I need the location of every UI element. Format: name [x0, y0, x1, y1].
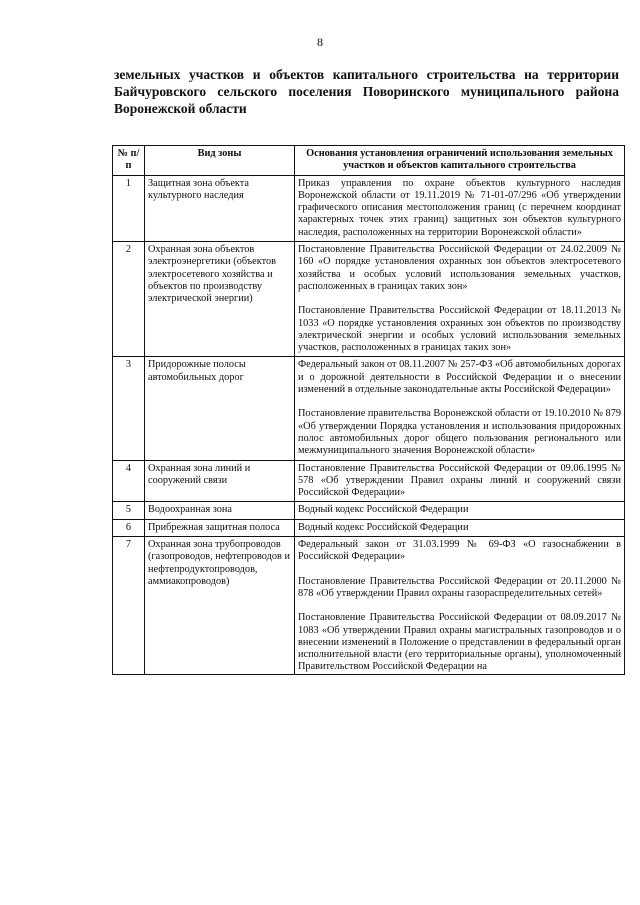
basis-paragraph: Постановление Правительства Российской Федерации от 18.11.2013 № 1033 «О порядке установления охранных зон объектов по производству электрической энергии и особых условий использования земельных участков, расположенных в границах таких зон»: [298, 305, 621, 354]
section-heading: земельных участков и объектов капитального строительства на территории Байчуровского сельского поселения Поворинского муниципального района Воронежской области: [114, 67, 619, 116]
row-zone: Защитная зона объекта культурного наследия: [145, 175, 295, 241]
row-num: 5: [113, 502, 145, 519]
header-basis: Основания установления ограничений использования земельных участков и объектов капитального строительства: [295, 146, 625, 176]
basis-paragraph: Постановление Правительства Российской Федерации от 08.09.2017 № 1083 «Об утверждении Правил охраны магистральных газопроводов и о внесении изменений в Положение о представлении в федеральный орган исполнительной власти (его территориальные органы), уполномоченный Правительством Российской Федерации на: [298, 612, 621, 673]
row-basis: [295, 460, 625, 502]
row-num: 4: [113, 460, 145, 502]
basis-paragraph: Постановление Правительства Российской Федерации от 24.02.2009 № 160 «О порядке установления охранных зон объектов электросетевого хозяйства и особых условий использования земельных участков, расположенных в границах таких зон»: [298, 244, 621, 292]
row-num: 1: [113, 175, 145, 241]
page-number: 8: [317, 35, 323, 49]
header-num: № п/п: [113, 146, 145, 176]
row-num: 2: [113, 242, 145, 357]
row-zone: Придорожные полосы автомобильных дорог: [145, 357, 295, 460]
basis-paragraph: Постановление Правительства Российской Федерации от 20.11.2000 № 878 «Об утверждении Правил охраны газораспределительных сетей»: [298, 575, 621, 599]
basis-paragraph: Водный кодекс Российской Федерации: [298, 521, 469, 533]
row-zone: Охранная зона объектов электроэнергетики (объектов электросетевого хозяйства и объектов по производству электрической энергии): [145, 242, 295, 357]
basis-paragraph: Приказ управления по охране объектов культурного наследия Воронежской области от 19.11.2019 № 71-01-07/296 «Об утверждении графического описания местоположения границ (с перечнем координат характерных точек этих границ) защитных зон объектов культурного наследия, расположенных на территории Воронежской области»: [298, 177, 621, 238]
table-header-row: [113, 146, 625, 176]
row-num: 7: [113, 537, 145, 675]
row-zone: Охранная зона линий и сооружений связи: [145, 460, 295, 502]
table-row: [113, 519, 625, 536]
row-basis: [295, 357, 625, 460]
basis-paragraph: Постановление правительства Воронежской области от 19.10.2010 № 879 «Об утверждении Порядка установления и использования придорожных полос автомобильных дорог общего пользования регионального или межмуниципального значения Воронежской области»: [298, 408, 621, 457]
row-basis: [295, 242, 625, 357]
table-row: [113, 357, 625, 460]
table-row: [113, 242, 625, 357]
basis-paragraph: Федеральный закон от 31.03.1999 № 69-ФЗ «О газоснабжении в Российской Федерации»: [298, 539, 621, 563]
table-row: [113, 175, 625, 241]
row-zone: Охранная зона трубопроводов (газопроводов, нефтепроводов и нефтепродуктопроводов, аммиакопроводов): [145, 537, 295, 675]
row-basis: [295, 175, 625, 241]
table-row: [113, 460, 625, 502]
basis-paragraph: Постановление Правительства Российской Федерации от 09.06.1995 № 578 «Об утверждении Правил охраны линий и сооружений связи Российской Федерации»: [298, 462, 621, 499]
restrictions-table: [112, 145, 625, 675]
table-row: [113, 502, 625, 519]
row-basis: [295, 537, 625, 675]
header-zone-type: Вид зоны: [145, 146, 295, 176]
basis-paragraph: Водный кодекс Российской Федерации: [298, 504, 469, 516]
row-zone: Водоохранная зона: [145, 502, 295, 519]
row-basis: [295, 502, 625, 519]
table-row: [113, 537, 625, 675]
row-basis: [295, 519, 625, 536]
basis-paragraph: Федеральный закон от 08.11.2007 № 257-ФЗ «Об автомобильных дорогах и о дорожной деятельности в Российской Федерации и о внесении изменений в отдельные законодательные акты Российской Федерации»: [298, 359, 621, 396]
row-zone: Прибрежная защитная полоса: [145, 519, 295, 536]
row-num: 6: [113, 519, 145, 536]
row-num: 3: [113, 357, 145, 460]
